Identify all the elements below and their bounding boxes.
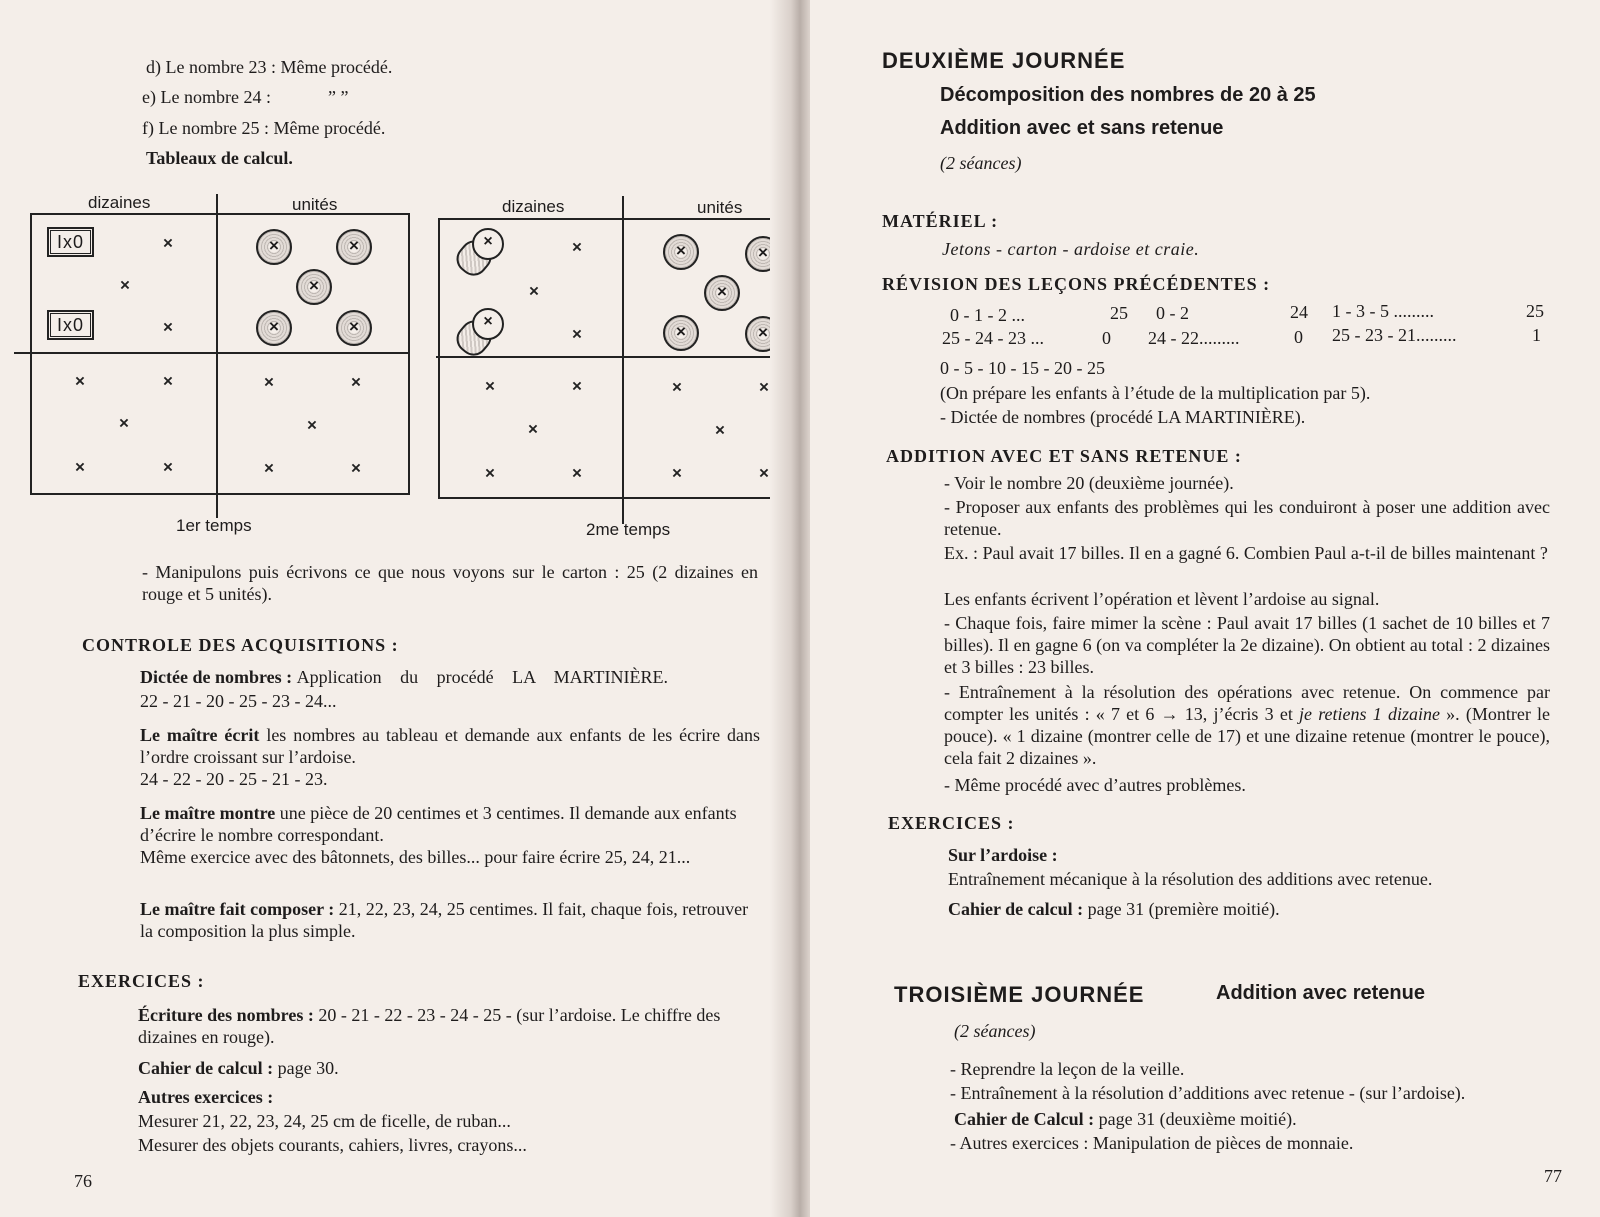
unit-cross: × [163,317,173,337]
ardoise-text: Entraînement mécanique à la résolution des additions avec retenue. [948,869,1433,889]
line-d: d) Le nombre 23 : Même procédé. [146,57,393,77]
addition-line: - Voir le nombre 20 (deuxième journée). [944,473,1234,493]
roll-end [472,308,504,340]
page-number-left: 76 [74,1171,92,1191]
board-2-hdivider [436,356,808,358]
materiel-heading: MATÉRIEL : [882,211,999,231]
addition-line: - Chaque fois, faire mimer la scène : Paul avait 17 billes (1 sachet de 10 billes et 7 billes). Il en gagne 6 (on va compléter la 2e dizaine). On obtient au total : 2 dizaines et 3 billes : 23 billes. [944,613,1550,677]
ecrit-block: Le maître écrit les nombres au tableau et demande aux enfants de les écrire dans l’ordre croissant sur l’ardoise. [140,725,761,767]
unit-cross: × [759,377,769,397]
revision-cell: 0 - 1 - 2 ... [950,305,1025,325]
token [336,229,372,265]
troisieme-cahier: Cahier de Calcul : page 31 (deuxième moitié). [954,1109,1297,1129]
troisieme-autres: - Autres exercices : Manipulation de pièces de monnaie. [950,1133,1354,1153]
troisieme-line: - Reprendre la leçon de la veille. [950,1059,1185,1079]
dictee-block: Dictée de nombres : Application du procédé LA MARTINIÈRE. [140,667,668,687]
revision-sequence: 0 - 5 - 10 - 15 - 20 - 25 [940,358,1105,378]
token [663,315,699,351]
unit-cross: × [485,463,495,483]
unit-cross: × [75,457,85,477]
unit-cross: × [120,275,130,295]
revision-cell: 25 [1110,303,1128,323]
page-number-right: 77 [1544,1166,1562,1186]
montre-block: Le maître montre une pièce de 20 centimes et 3 centimes. Il demande aux enfants d’écrire le nombre correspondant. [140,803,737,845]
revision-cell: 25 [1526,301,1544,321]
revision-cell: 24 - 22......... [1148,328,1240,348]
token [704,275,740,311]
unit-cross: × [528,419,538,439]
board-1-vdivider [216,194,218,518]
montre-block-2: Même exercice avec des bâtonnets, des billes... pour faire écrire 25, 24, 21... [140,847,691,867]
unit-cross: × [75,371,85,391]
troisieme-seances: (2 séances) [954,1021,1036,1041]
unit-cross: × [119,413,129,433]
seances: (2 séances) [940,153,1022,173]
unit-cross: × [163,371,173,391]
roll-end [472,228,504,260]
unit-cross: × [163,457,173,477]
unit-cross: × [672,377,682,397]
token [336,310,372,346]
unit-cross: × [163,233,173,253]
ecrit-numbers: 24 - 22 - 20 - 25 - 21 - 23. [140,769,328,789]
dictee-numbers: 22 - 21 - 20 - 25 - 23 - 24... [140,691,337,711]
unit-cross: × [529,281,539,301]
revision-cell: 25 - 23 - 21......... [1332,325,1457,345]
unit-cross: × [307,415,317,435]
revision-dictee: - Dictée de nombres (procédé LA MARTINIÈRE). [940,407,1306,427]
deuxieme-title: DEUXIÈME JOURNÉE [882,48,1126,73]
controle-heading: CONTROLE DES ACQUISITIONS : [82,635,399,655]
token [663,234,699,270]
addition-heading: ADDITION AVEC ET SANS RETENUE : [886,446,1242,466]
deuxieme-subtitle-2: Addition avec et sans retenue [940,117,1224,139]
token [296,269,332,305]
addition-line: - Proposer aux enfants des problèmes qui les conduiront à poser une addition avec retenue. [944,497,1550,539]
troisieme-line: - Entraînement à la résolution d’additions avec retenue - (sur l’ardoise). [950,1083,1466,1103]
left-page [0,0,790,1217]
revision-cell: 1 - 3 - 5 ......... [1332,301,1434,321]
cahier-block: Cahier de calcul : page 30. [138,1058,339,1078]
right-page [810,0,1600,1217]
compose-block: Le maître fait composer : 21, 22, 23, 24, 25 centimes. Il fait, chaque fois, retrouver la composition la plus simple. [140,899,749,941]
unit-cross: × [572,237,582,257]
materiel-text: Jetons - carton - ardoise et craie. [942,239,1200,259]
label-dizaines-1: dizaines [88,193,151,212]
deuxieme-subtitle-1: Décomposition des nombres de 20 à 25 [940,84,1316,106]
revision-cell: 0 - 2 [1156,303,1189,323]
token [256,310,292,346]
ten-card: Ix0 [47,227,94,257]
unit-cross: × [351,372,361,392]
revision-note: (On prépare les enfants à l’étude de la multiplication par 5). [940,383,1371,403]
board-2-vdivider [622,196,624,524]
label-dizaines-2: dizaines [502,197,565,216]
entrainement-block: - Entraînement à la résolution des opérations avec retenue. On commence par compter les unités : « 7 et 6 → 13, j’écris 3 et je retiens 1 dizaine ». (Montrer le pouce). « 1 dizaine (montrer celle de 17) et une dizaine retenue (montrer le pouce), cela fait 2 dizaines ». [944,682,1551,768]
ecriture-block: Écriture des nombres : 20 - 21 - 22 - 23 - 24 - 25 - (sur l’ardoise. Le chiffre des dizaines en rouge). [138,1005,721,1047]
label-unites-2: unités [697,198,743,217]
line-e: e) Le nombre 24 : [142,87,271,107]
revision-cell: 24 [1290,302,1308,322]
troisieme-title: TROISIÈME JOURNÉE [894,982,1145,1007]
arrow-icon: → [1160,704,1179,724]
unit-cross: × [485,376,495,396]
unit-cross: × [572,463,582,483]
unit-cross: × [264,372,274,392]
autres-line-1: Mesurer 21, 22, 23, 24, 25 cm de ficelle, de ruban... [138,1111,511,1131]
line-f: f) Le nombre 25 : Même procédé. [142,118,386,138]
autres-label: Autres exercices : [138,1087,274,1107]
revision-cell: 0 [1294,327,1303,347]
exercices-heading-right: EXERCICES : [888,813,1015,833]
board-1-hdivider [14,352,408,354]
ten-card: Ix0 [47,310,94,340]
revision-heading: RÉVISION DES LEÇONS PRÉCÉDENTES : [882,274,1271,294]
manipulons-text: - Manipulons puis écrivons ce que nous voyons sur le carton : 25 (2 dizaines en rouge et 5 unités). [142,562,758,604]
revision-cell: 0 [1102,328,1111,348]
unit-cross: × [672,463,682,483]
line-e-ditto: ” ” [328,87,349,107]
token [256,229,292,265]
label-temps-2: 2me temps [586,520,671,539]
label-temps-1: 1er temps [176,516,252,535]
addition-line: Ex. : Paul avait 17 billes. Il en a gagné 6. Combien Paul a-t-il de billes maintenant ? [944,543,1548,563]
unit-cross: × [351,458,361,478]
troisieme-subtitle: Addition avec retenue [1216,982,1425,1004]
ardoise-label: Sur l’ardoise : [948,845,1058,865]
unit-cross: × [572,376,582,396]
autres-line-2: Mesurer des objets courants, cahiers, livres, crayons... [138,1135,527,1155]
cahier-block-right: Cahier de calcul : page 31 (première moitié). [948,899,1280,919]
unit-cross: × [264,458,274,478]
unit-cross: × [715,420,725,440]
revision-cell: 1 [1532,325,1541,345]
exercices-heading: EXERCICES : [78,971,205,991]
unit-cross: × [572,324,582,344]
tableaux-label: Tableaux de calcul. [146,148,293,168]
label-unites-1: unités [292,195,338,214]
revision-cell: 25 - 24 - 23 ... [942,328,1044,348]
unit-cross: × [759,463,769,483]
addition-line: Les enfants écrivent l’opération et lèvent l’ardoise au signal. [944,589,1380,609]
meme-procede: - Même procédé avec d’autres problèmes. [944,775,1246,795]
